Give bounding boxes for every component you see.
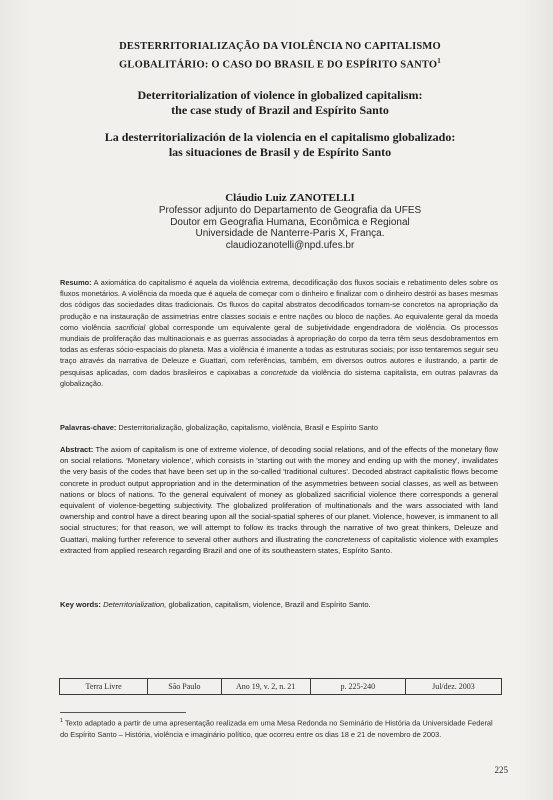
citation-pages: p. 225-240 [311, 679, 406, 694]
title-en-line2: the case study of Brazil and Espírito Santo [171, 102, 389, 117]
resumo-emphasis-1: sacrificial [114, 322, 146, 332]
title-spanish [40, 130, 520, 160]
author-position: Professor adjunto do Departamento de Geografia da UFES [158, 205, 422, 216]
author-institution: Universidade de Nanterre-Paris X, França. [195, 228, 385, 239]
citation-journal: Terra Livre [60, 679, 148, 694]
title-pt-line2: GLOBALITÁRIO: O CASO DO BRASIL E DO ESPÍRITO SANTO [119, 59, 438, 71]
title-block [40, 40, 520, 160]
key-words-text: globalization, capitalism, violence, Brazil and Espírito Santo. [168, 600, 371, 609]
citation-city: São Paulo [148, 679, 221, 694]
footnote-mark: 1 [60, 718, 64, 724]
key-words [60, 599, 498, 610]
title-en-line1: Deterritorialization of violence in globalized capitalism: [137, 87, 423, 102]
footnote [60, 716, 500, 740]
author-email: claudiozanotelli@npd.ufes.br [225, 239, 355, 251]
author-degree: Doutor em Geografia Humana, Econômica e Regional [170, 216, 410, 228]
palavras-chave-text: Desterritorialização, globalização, capitalismo, violência, Brasil e Espírito Santo [118, 423, 378, 432]
title-footnote-mark: 1 [437, 57, 441, 65]
author-name: Cláudio Luiz ZANOTELLI [225, 192, 355, 204]
citation-box [59, 678, 502, 695]
author-block [90, 192, 490, 251]
page-number: 225 [494, 765, 508, 775]
resumo-text-3: da violência do sistema capitalista, em outras palavras da globalização. [60, 367, 498, 388]
resumo-emphasis-2: concretude [260, 367, 298, 377]
footnote-text: Texto adaptado a partir de uma apresentação realizada em uma Mesa Redonda no Seminário de História da Universidade Federal do Espírito Santo – História, violência e imaginário político, que ocorreu entre os dias 18 e 21 de novembro de 2003. [60, 718, 493, 739]
key-words-label: Key words: [60, 600, 101, 609]
resumo-text-2: global corresponde um equivalente geral de subjetividade engendradora de violência. Os processos mundiais de proliferação das multinacionais e as guerras associadas à apropriação do corpo da terra têm seus desdobramentos em todas as esferas sócio-espaciais do planeta. Mas a violência é imanente a todas as estruturas sociais; por isso tentaremos seguir seu traço através da narrativa de Deleuze e Guattari, com referências, também, em diversos outros autores e ilustrando, a partir de pesquisas aplicadas, com dados brasileiros e capixabas a [60, 322, 498, 377]
abstract-emphasis: concreteness [325, 534, 371, 544]
resumo-paragraph [60, 277, 498, 389]
abstract-paragraph [60, 444, 498, 556]
footnote-divider [60, 712, 186, 713]
abstract-label: Abstract: [60, 445, 94, 454]
citation-volume: Ano 19, v. 2, n. 21 [222, 679, 311, 694]
key-words-emphasis: Deterritorialization, [103, 600, 167, 609]
title-pt-line1: DESTERRITORIALIZAÇÃO DA VIOLÊNCIA NO CAPITALISMO [119, 41, 441, 52]
title-portuguese [40, 40, 520, 73]
resumo-text-1: A axiomática do capitalismo é aquela da violência extrema, decodificação dos fluxos sociais e rebatimento deles sobre os fluxos monetários. A violência da moeda que é aquela de começar com o dinheiro e finalizar com o dinheiro destrói as bases mesmas dos códigos das sociedades ditas tradicionais. Os fluxos do capital abstratos decodificados tornam-se concretos na apropriação da produção e na instauração de assimetrias entre classes sociais e entre nações ou bloco de nações. Ao equivalente geral da moeda como violência [60, 278, 498, 332]
palavras-chave-label: Palavras-chave: [60, 423, 117, 432]
title-english [40, 88, 520, 118]
palavras-chave [60, 422, 498, 433]
abstract-text-1: The axiom of capitalism is one of extreme violence, of decoding social relations, and of the effects of the monetary flow on social relations. 'Monetary violence', which consists in 'starting out with the money and ending up with the money', invalidates the very basis of the codes that have been set up in the so-called 'traditional cultures'. Decoded abstract capitalistic flows become concrete in product output appropriation and in the determination of the asymmetries between social classes, as well as between nations or blocs of nations. To the general equivalent of money as globalized sacrificial violence there corresponds a general equivalent of violence-begetting subjectivity. The globalized proliferation of multinationals and the wars associated with land ownership and control have a direct bearing upon all the social-spatial spheres of our planet. Violence, however, is immanent to all social structures; for that reason, we will attempt to follow its tracks through the narrative of two great thinkers, Deleuze and Guattari, making further reference to several other authors and illustrating the [60, 445, 498, 544]
citation-date: Jul/dez. 2003 [432, 682, 475, 691]
abstract-text-2: of capitalistic violence with examples extracted from applied research regarding Brazil and one of its southeastern states, Espírito Santo. [60, 534, 498, 555]
resumo-label: Resumo: [60, 278, 92, 287]
title-es-line2: las situaciones de Brasil y de Espírito Santo [168, 144, 392, 159]
title-es-line1: La desterritorialización de la violencia en el capitalismo globalizado: [104, 129, 456, 144]
